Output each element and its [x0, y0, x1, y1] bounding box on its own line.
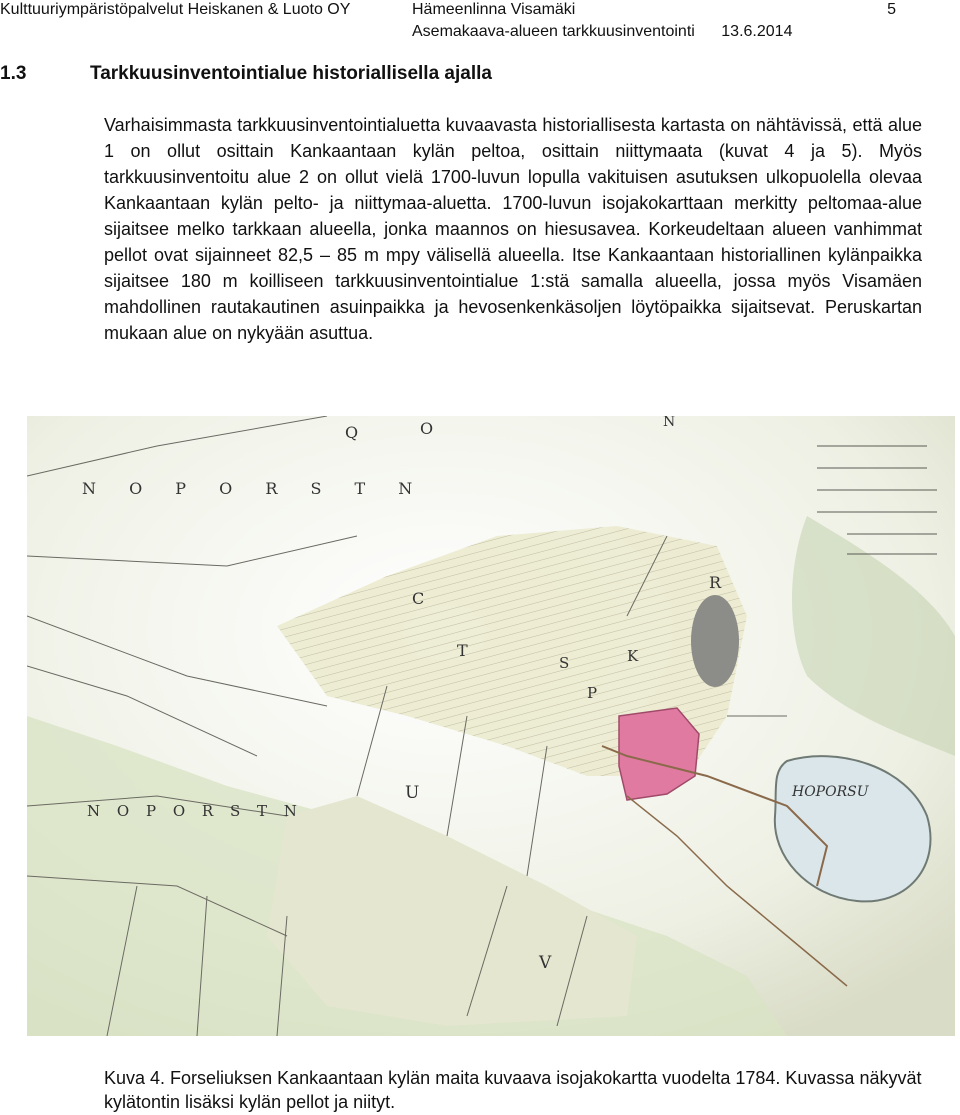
section-title: Tarkkuusinventointialue historiallisella ajalla: [90, 63, 492, 84]
header-company: Kulttuuriympäristöpalvelut Heiskanen & Luoto OY: [0, 1, 351, 18]
header-subtitle-line: [412, 22, 792, 42]
map-letter-r: R: [709, 573, 722, 592]
map-hill: [691, 595, 739, 687]
section-heading: [0, 63, 492, 85]
map-letter-u: U: [405, 783, 420, 803]
map-letter-v: V: [539, 953, 552, 973]
historical-map-image: [27, 416, 955, 1036]
header-subtitle: Asemakaava-alueen tarkkuusinventointi: [412, 23, 695, 40]
map-letter-s: S: [559, 654, 570, 672]
map-letter-c: C: [412, 589, 425, 608]
map-letter-k: K: [627, 647, 639, 665]
header-date: 13.6.2014: [721, 23, 793, 40]
map-letter-p: P: [587, 684, 598, 702]
figure-caption: Kuva 4. Forseliuksen Kankaantaan kylän maita kuvaava isojakokartta vuodelta 1784. Kuvassa näkyvät kylätontin lisäksi kylän pellot ja niityt.: [104, 1068, 922, 1112]
map-label-noporstn-bottom: N O P O R S T N: [87, 802, 303, 820]
page-number: 5: [887, 1, 896, 18]
map-drawing: [27, 416, 955, 1036]
map-label-noporstn-top: N O P O R S T N: [82, 479, 427, 498]
map-letter-n: N: [663, 416, 676, 430]
header-project: Hämeenlinna Visamäki: [412, 1, 576, 18]
map-letter-q: Q: [345, 423, 359, 442]
map-letter-t: T: [457, 641, 468, 660]
section-number: 1.3: [0, 63, 27, 84]
map-label-hoporsu: HOPORSU: [792, 784, 869, 800]
body-paragraph: Varhaisimmasta tarkkuusinventointialuetta kuvaavasta historiallisesta kartasta on nähtävissä, että alue 1 on ollut osittain Kankaantaan kylän peltoa, osittain niittymaata (kuvat 4 ja 5). Myös tarkkuusinventoitu alue 2 on ollut vielä 1700-luvun lopulla vakituisen asutuksen ulkopuolella olevaa Kankaantaan kylän pelto- ja niittymaa-aluetta. 1700-luvun isojakokarttaan merkitty peltomaa-alue sijaitsee melko tarkkaan alueella, jonka maannos on hiesusavea. Korkeudeltaan alueen vanhimmat pellot ovat sijainneet 82,5 – 85 m mpy välisellä alueella. Itse Kankaantaan historiallinen kylänpaikka sijaitsee 180 m koilliseen tarkkuusinventointialue 1:stä samalla alueella, jossa myös Visamäen mahdollinen rautakautinen asuinpaikka ja hevosenkenkäsoljen löytöpaikka sijaitsevat. Peruskartan mukaan alue on nykyään asuttua.: [104, 115, 922, 343]
map-letter-o: O: [420, 419, 434, 438]
